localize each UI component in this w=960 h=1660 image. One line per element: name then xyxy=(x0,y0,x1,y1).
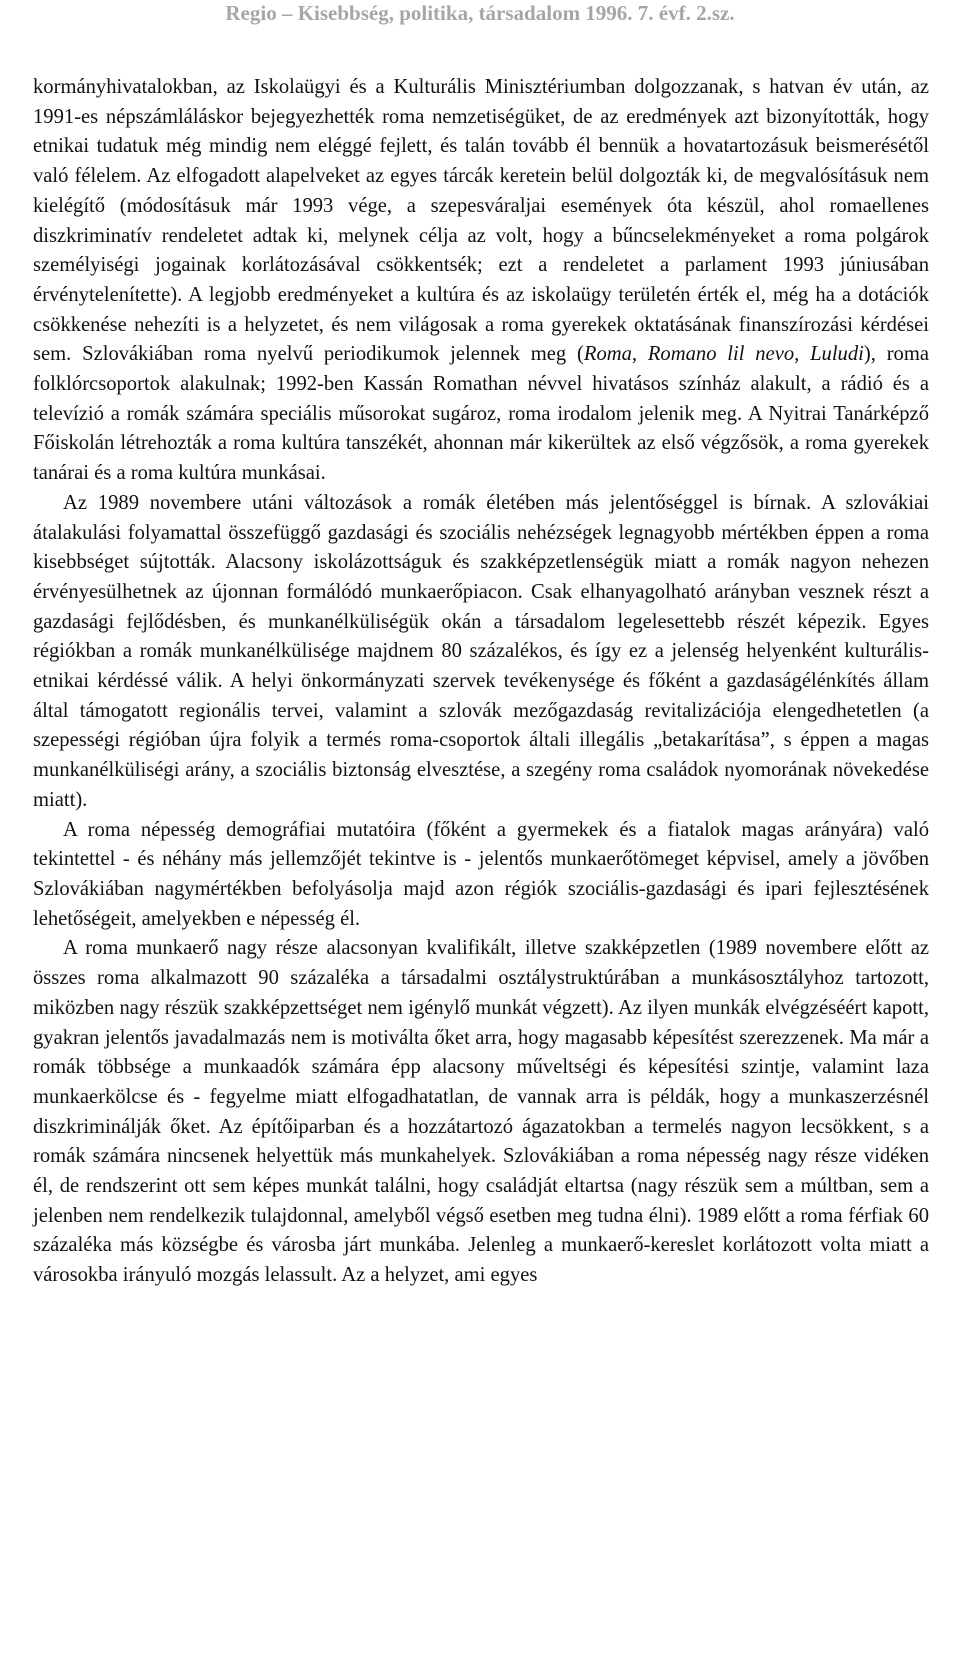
running-header: Regio – Kisebbség, politika, társadalom 1996. 7. évf. 2.sz. xyxy=(225,1,735,25)
text-run: A roma munkaerő nagy része alacsonyan kvalifikált, illetve szakképzetlen (1989 novembere előtt az összes roma alkalmazott 90 százaléka a társadalmi osztálystruktúrában a munkásosztályhoz tartozott, miközben nagy részük szakképzettséget nem igénylő munkát végzett). Az ilyen munkák elvégzéséért kapott, gyakran jelentős javadalmazás nem is motiválta őket arra, hogy magasabb képesítést szerezzenek. Ma már a romák többsége a munkaadók számára épp alacsony műveltségi és képesítési szintje, valamint laza munkaerkölcse és - fegyelme miatt elfogadhatatlan, de vannak arra is példák, hogy a munkaszerzésnél diszkriminálják őket. Az építőiparban és a hozzátartozó ágazatokban a termelés nagyon lecsökkent, s a romák számára nincsenek helyettük más munkahelyek. Szlovákiában a roma népesség nagy része vidéken él, de rendszerint ott sem képes munkát találni, hogy családját eltartsa (nagy részük sem a múltban, sem a jelenben nem rendelkezik tulajdonnal, amelyből végső esetben meg tudna élni). 1989 előtt a roma férfiak 60 százaléka más községbe és városba járt munkába. Jelenleg a munkaerő-kereslet korlátozott volta miatt a városokba irányuló mozgás lelassult. Az a helyzet, ami egyes xyxy=(33,937,929,1287)
text-run: A roma népesség demográfiai mutatóira (főként a gyermekek és a fiatalok magas arányára) való tekintettel - és néhány más jellemzőjét tekintve is - jelentős munkaerőtömeget képvisel, amely a jövőben Szlovákiában nagymértékben befolyásolja majd azon régiók szociális-gazdasági és ipari fejlesztésének lehetőségeit, amelyekben e népesség él. xyxy=(33,818,929,930)
periodical-titles: Roma, Romano lil nevo, Luludi xyxy=(583,343,864,366)
paragraph xyxy=(33,73,929,489)
text-run: Az 1989 novembere utáni változások a romák életében más jelentőséggel is bírnak. A szlovákiai átalakulási folyamattal összefüggő gazdasági és szociális nehézségek legnagyobb mértékben éppen a roma kisebbséget sújtották. Alacsony iskolázottságuk és szakképzetlenségük miatt a romák nagyon nehezen érvényesülhetnek az újonnan formálódó munkaerőpiacon. Csak elhanyagolható arányban vesznek részt a gazdasági fejlődésben, és munkanélküliségük okán a társadalom legelesettebb részét képezik. Egyes régiókban a romák munkanélkülisége majdnem 80 százalékos, és így ez a jelenség helyenként kulturális-etnikai kérdéssé válik. A helyi önkormányzati szervek tevékenysége és főként a gazdaságélénkítés állam által támogatott regionális tervei, valamint a szlovák mezőgazdaság revitalizációja elengedhetetlen (a szepességi régióban újra folyik a termés roma-csoportok általi illegális „betakarítása”, s éppen a magas munkanélküliségi arány, a szociális biztonság elvesztése, a szegény roma családok nyomorának növekedése miatt). xyxy=(33,491,929,811)
paragraph xyxy=(33,816,929,935)
body-text xyxy=(33,73,929,1291)
paragraph xyxy=(33,934,929,1290)
text-run: kormányhivatalokban, az Iskolaügyi és a Kulturális Minisztériumban dolgozzanak, s hatvan év után, az 1991-es népszámláláskor bejegyezhették roma nemzetiségüket, de az eredmények azt bizonyították, hogy etnikai tudatuk még mindig nem eléggé fejlett, és talán tovább él bennük a hovatartozásuk beismerésétől való félelem. Az elfogadott alapelveket az egyes tárcák keretein belül dolgozták ki, de megvalósításuk nem kielégítő (módosításuk már 1993 vége, a szepesváraljai események óta készül, ahol romaellenes diszkriminatív rendeletet adtak ki, melynek célja az volt, hogy a bűncselekményeket a roma polgárok személyiségi jogainak korlátozásával csökkentsék; ezt a rendeletet a parlament 1993 júniusában érvénytelenítette). A legjobb eredményeket a kultúra és az iskolaügy területén érték el, még ha a dotációk csökkenése nehezíti is a helyzetet, és nem világosak a roma gyerekek oktatásának finanszírozási kérdései sem. Szlovákiában roma nyelvű periodikumok jelennek meg ( xyxy=(33,76,929,366)
text-run: ), roma folklórcsoportok alakulnak; 1992-ben Kassán Romathan névvel hivatásos színház alakult, a rádió és a televízió a romák számára speciális műsorokat sugároz, roma irodalom jelenik meg. A Nyitrai Tanárképző Főiskolán létrehozták a roma kultúra tanszékét, ahonnan már kikerültek az első végzősök, a roma gyerekek tanárai és a roma kultúra munkásai. xyxy=(33,343,930,485)
paragraph xyxy=(33,489,929,816)
